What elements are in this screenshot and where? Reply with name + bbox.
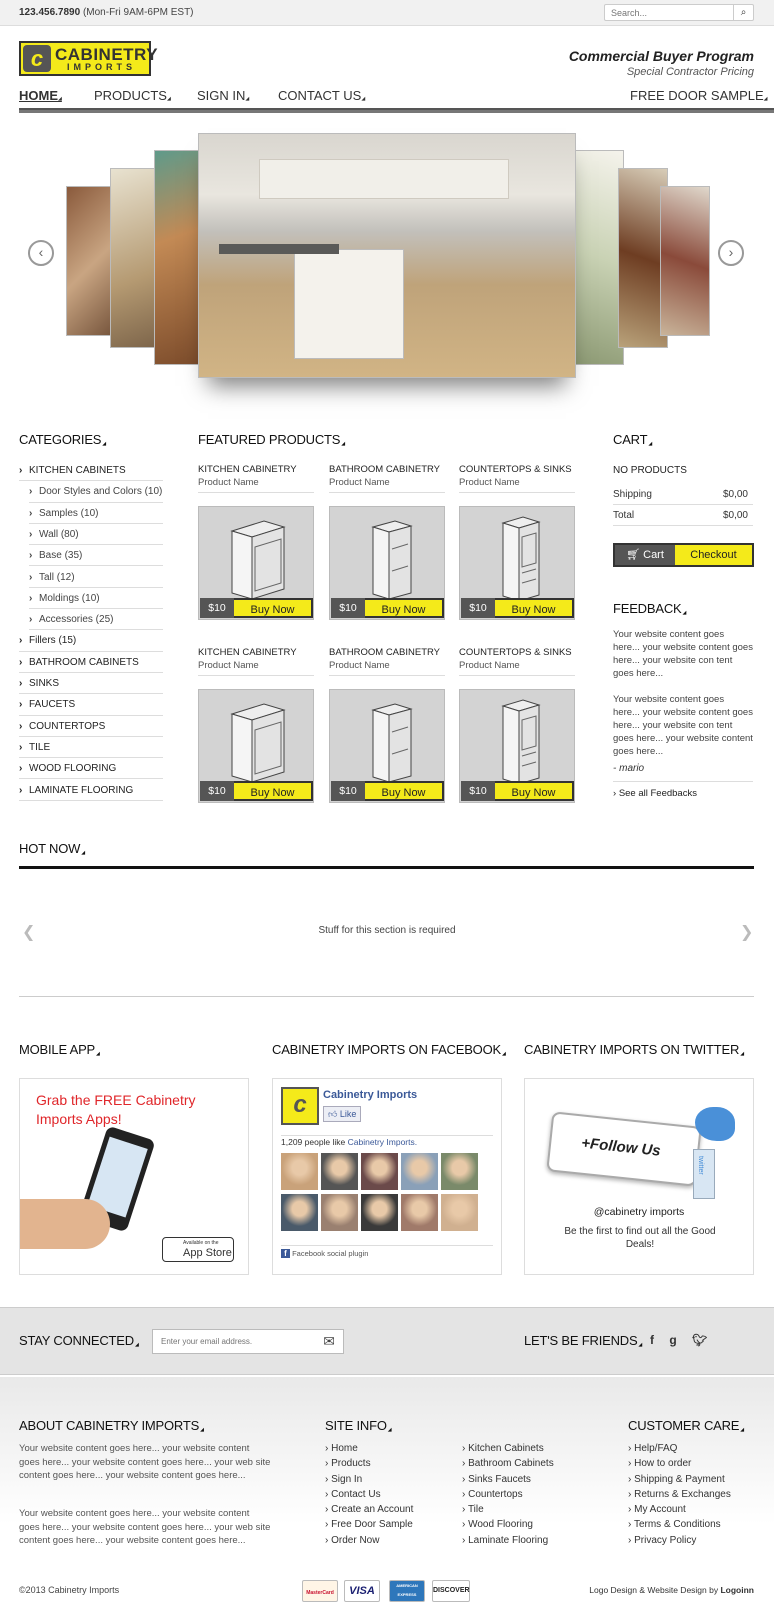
hero-carousel: [0, 118, 774, 408]
feedback-text-2: Your website content goes here... your website content goes here... your website con tent goes here... your website content goes here...: [613, 694, 753, 757]
footer-link[interactable]: › How to order: [628, 1456, 731, 1471]
nav-products[interactable]: PRODUCTS◢: [94, 88, 171, 103]
facebook-fan-avatar[interactable]: [401, 1194, 438, 1231]
phone-number: [19, 7, 194, 18]
amex-icon: [389, 1580, 425, 1602]
chevron-right-icon: ›: [29, 571, 33, 583]
category-item[interactable]: [29, 609, 163, 630]
footer-link[interactable]: › My Account: [628, 1502, 731, 1517]
product-category[interactable]: COUNTERTOPS & SINKS: [459, 647, 572, 658]
category-label: KITCHEN CABINETS: [29, 465, 126, 476]
facebook-icon[interactable]: f: [650, 1333, 654, 1347]
search-input[interactable]: [605, 5, 730, 20]
category-label: Samples (10): [39, 507, 99, 519]
product-name[interactable]: Product Name: [459, 477, 520, 488]
twitter-scroll-label: twitter: [697, 1156, 704, 1175]
buy-now-button[interactable]: Buy Now: [365, 598, 444, 618]
category-label: Moldings (10): [39, 592, 100, 604]
search-box: [604, 4, 754, 21]
facebook-fan-avatar[interactable]: [361, 1194, 398, 1231]
total-value: $0,00: [722, 510, 748, 521]
cart-button-label: Cart: [643, 549, 664, 561]
checkout-button[interactable]: Checkout: [675, 545, 752, 565]
category-item[interactable]: [19, 758, 163, 779]
product-heading: [459, 647, 575, 676]
cart-button[interactable]: [615, 545, 675, 565]
carousel-next-icon[interactable]: ›: [718, 240, 744, 266]
nav-signin-label: SIGN IN: [197, 88, 246, 103]
visa-icon: [344, 1580, 380, 1602]
newsletter-form: [152, 1329, 344, 1354]
mastercard-icon: [302, 1580, 338, 1602]
nav-home[interactable]: HOME◢: [19, 88, 62, 103]
badge-small-text: Available on the: [183, 1240, 219, 1246]
mastercard-label: MasterCard: [306, 1590, 334, 1596]
cart-shipping-row: [613, 485, 753, 505]
chevron-right-icon: ›: [19, 635, 23, 647]
buy-now-button[interactable]: Buy Now: [234, 598, 313, 618]
site-logo[interactable]: [19, 41, 159, 76]
product-category[interactable]: KITCHEN CABINETRY: [198, 647, 297, 658]
footer-link[interactable]: › Kitchen Cabinets: [462, 1441, 554, 1456]
carousel-slide[interactable]: [660, 186, 710, 336]
facebook-like-count: [281, 1137, 417, 1147]
footer-link[interactable]: › Create an Account: [325, 1502, 413, 1517]
hot-now-divider: [19, 866, 754, 869]
about-text-2: Your website content goes here... your website content goes here... your website content goes here... your web site content goes here... your website content goes here...: [19, 1508, 271, 1546]
chevron-right-icon: ›: [19, 784, 23, 796]
product-card[interactable]: [198, 506, 314, 620]
footer-link[interactable]: › Laminate Flooring: [462, 1533, 554, 1548]
category-label: LAMINATE FLOORING: [29, 784, 134, 796]
product-category[interactable]: KITCHEN CABINETRY: [198, 464, 297, 475]
facebook-fan-avatar[interactable]: [401, 1153, 438, 1190]
product-heading: [198, 464, 314, 493]
chevron-right-icon: ›: [19, 465, 23, 476]
cart-buttons: [613, 543, 754, 567]
category-item[interactable]: [19, 630, 163, 651]
facebook-panel: [272, 1078, 502, 1275]
hot-now-prev-icon[interactable]: ❮: [22, 924, 36, 941]
chevron-right-icon: ›: [19, 699, 23, 711]
twitter-title: CABINETRY IMPORTS ON TWITTER ◢: [524, 1042, 744, 1057]
carousel-prev-icon[interactable]: ‹: [28, 240, 54, 266]
product-category[interactable]: BATHROOM CABINETRY: [329, 464, 441, 475]
footer-link[interactable]: › Sign In: [325, 1472, 413, 1487]
buyer-program-subtitle: Special Contractor Pricing: [626, 66, 754, 78]
search-icon[interactable]: ⌕: [733, 5, 753, 20]
about-title: ABOUT CABINETRY IMPORTS ◢: [19, 1418, 204, 1433]
customer-care-list: [628, 1441, 731, 1548]
follow-us-text: +Follow Us: [580, 1134, 662, 1160]
footer-link[interactable]: › Order Now: [325, 1533, 413, 1548]
twitter-scroll-icon: [693, 1149, 715, 1199]
category-label: TILE: [29, 741, 51, 753]
facebook-like-label: Like: [339, 1109, 357, 1119]
facebook-like-button[interactable]: [323, 1106, 361, 1122]
footer-link[interactable]: › Countertops: [462, 1487, 554, 1502]
product-price: $10: [461, 598, 495, 618]
kitchen-upper-cabinets: [259, 159, 509, 199]
product-name[interactable]: Product Name: [198, 660, 259, 671]
category-label: BATHROOM CABINETS: [29, 656, 139, 668]
app-store-badge[interactable]: [162, 1237, 234, 1262]
category-item[interactable]: [29, 545, 163, 566]
category-label: Door Styles and Colors (10): [39, 486, 163, 498]
footer-link[interactable]: › Contact Us: [325, 1487, 413, 1502]
customer-care-title: CUSTOMER CARE ◢: [628, 1418, 744, 1433]
footer-link[interactable]: › Tile: [462, 1502, 554, 1517]
feedback-author: - mario: [613, 763, 645, 774]
twitter-handle[interactable]: @cabinetry imports: [593, 1206, 685, 1218]
product-name[interactable]: Product Name: [198, 477, 259, 488]
category-label: FAUCETS: [29, 699, 76, 711]
buyer-program[interactable]: [569, 48, 754, 78]
amex-label: AMERICAN EXPRESS: [396, 1583, 418, 1597]
product-price: $10: [331, 781, 365, 801]
buy-now-button[interactable]: Buy Now: [234, 781, 313, 801]
nav-divider: [19, 108, 774, 113]
nav-products-label: PRODUCTS: [94, 88, 167, 103]
facebook-plugin-label: [281, 1249, 368, 1258]
see-all-feedbacks-label: See all Feedbacks: [618, 788, 697, 799]
facebook-like-count-text: 1,209 people like: [281, 1137, 346, 1147]
shipping-label: Shipping: [613, 489, 652, 500]
facebook-fan-avatar[interactable]: [441, 1153, 478, 1190]
nav-free-sample[interactable]: FREE DOOR SAMPLE◢: [630, 88, 768, 103]
facebook-page-avatar: c: [281, 1087, 319, 1125]
category-label: Base (35): [39, 550, 83, 562]
section-divider: [19, 996, 754, 997]
visa-label: VISA: [349, 1585, 375, 1597]
category-label: Fillers (15): [29, 635, 77, 647]
chevron-right-icon: ›: [29, 614, 33, 626]
product-name[interactable]: Product Name: [329, 660, 390, 671]
lets-be-friends-title: LET'S BE FRIENDS ◢: [524, 1333, 642, 1348]
chevron-right-icon: ›: [29, 592, 33, 604]
kitchen-island: [294, 249, 404, 359]
chevron-right-icon: ›: [19, 741, 23, 753]
see-all-feedbacks-link[interactable]: › See all Feedbacks: [613, 788, 697, 799]
featured-title: FEATURED PRODUCTS ◢: [198, 432, 345, 447]
design-credit: [589, 1585, 754, 1595]
footer-link[interactable]: › Sinks Faucets: [462, 1472, 554, 1487]
footer-link[interactable]: › Wood Flooring: [462, 1517, 554, 1532]
chevron-right-icon: ›: [29, 486, 33, 498]
buy-now-button[interactable]: Buy Now: [495, 598, 574, 618]
category-item[interactable]: [29, 588, 163, 609]
facebook-count-link[interactable]: Cabinetry Imports.: [347, 1137, 418, 1147]
hot-now-title: HOT NOW ◢: [19, 841, 85, 856]
cart-total-row: [613, 506, 753, 526]
product-category[interactable]: BATHROOM CABINETRY: [329, 647, 441, 658]
nav-contact-label: CONTACT US: [278, 88, 362, 103]
logo-text-main: CABINETRY: [55, 45, 159, 64]
envelope-icon[interactable]: ✉: [323, 1333, 335, 1349]
cart-empty: NO PRODUCTS: [613, 465, 687, 476]
twitter-tagline: Be the first to find out all the Good Deals!: [564, 1226, 716, 1250]
product-price: $10: [461, 781, 495, 801]
google-plus-icon[interactable]: g: [669, 1333, 677, 1347]
hand-image: [20, 1199, 110, 1249]
product-price: $10: [200, 598, 234, 618]
footer-link[interactable]: › Returns & Exchanges: [628, 1487, 731, 1502]
category-item[interactable]: [29, 524, 163, 545]
category-item[interactable]: [19, 780, 163, 801]
chevron-right-icon: ›: [29, 507, 33, 519]
site-info-title: SITE INFO ◢: [325, 1418, 391, 1433]
carousel-active-slide[interactable]: [198, 133, 576, 378]
product-card[interactable]: [459, 506, 575, 620]
product-heading: [459, 464, 575, 493]
nav-signin[interactable]: SIGN IN◢: [197, 88, 250, 103]
cart-icon: 🛒︎: [626, 549, 641, 561]
chevron-right-icon: ›: [19, 720, 23, 732]
facebook-fan-avatar[interactable]: [361, 1153, 398, 1190]
facebook-fan-avatar[interactable]: [321, 1194, 358, 1231]
product-price: $10: [331, 598, 365, 618]
product-card[interactable]: [198, 689, 314, 803]
category-item[interactable]: [29, 567, 163, 588]
site-info-list-2: [462, 1441, 554, 1548]
copyright: ©2013 Cabinetry Imports: [19, 1585, 120, 1595]
category-item[interactable]: [19, 694, 163, 715]
category-item[interactable]: [19, 673, 163, 694]
design-credit-brand[interactable]: Logoinn: [720, 1585, 754, 1595]
facebook-title: CABINETRY IMPORTS ON FACEBOOK ◢: [272, 1042, 506, 1057]
categories-title: CATEGORIES ◢: [19, 432, 106, 447]
product-heading: [329, 647, 445, 676]
badge-big-text: App Store: [183, 1247, 232, 1259]
facebook-page-name[interactable]: Cabinetry Imports: [323, 1089, 418, 1101]
logo-text-sub: IMPORTS: [67, 62, 137, 72]
mobile-app-headline: Grab the FREE Cabinetry Imports Apps!: [36, 1092, 196, 1127]
product-name[interactable]: Product Name: [459, 660, 520, 671]
category-label: SINKS: [29, 678, 60, 689]
thumbs-up-icon: 👍︎: [328, 1109, 338, 1119]
discover-icon: [432, 1580, 470, 1602]
product-card[interactable]: [329, 689, 445, 803]
product-heading: [198, 647, 314, 676]
twitter-panel: [524, 1078, 754, 1275]
about-text-1: Your website content goes here... your website content goes here... your website content goes here... your web site content goes here... your website content goes here...: [19, 1443, 271, 1481]
twitter-icon[interactable]: 🐦︎: [692, 1333, 708, 1347]
facebook-fan-avatar[interactable]: [281, 1153, 318, 1190]
feedback-title: FEEDBACK ◢: [613, 601, 686, 616]
hot-now-message: Stuff for this section is required: [318, 925, 456, 936]
category-label: Wall (80): [39, 528, 79, 540]
product-card[interactable]: [329, 506, 445, 620]
kitchen-countertop: [219, 244, 339, 254]
footer-link[interactable]: › Shipping & Payment: [628, 1472, 731, 1487]
total-label: Total: [613, 510, 635, 521]
category-label: Accessories (25): [39, 614, 114, 626]
facebook-fan-avatar[interactable]: [281, 1194, 318, 1231]
facebook-fan-avatar[interactable]: [321, 1153, 358, 1190]
feedback-text-1: Your website content goes here... your website content goes here... your website con tent goes here...: [613, 629, 753, 679]
chevron-right-icon: ›: [19, 763, 23, 775]
discover-label: DISCOVER: [433, 1587, 470, 1594]
buy-now-button[interactable]: Buy Now: [495, 781, 574, 801]
product-heading: [329, 464, 445, 493]
twitter-bird-icon: [695, 1107, 735, 1141]
chevron-right-icon: ›: [29, 550, 33, 562]
category-item[interactable]: [29, 503, 163, 524]
category-label: Tall (12): [39, 571, 75, 583]
carousel-slide[interactable]: [574, 150, 624, 365]
facebook-plugin-text: Facebook social plugin: [292, 1249, 369, 1258]
category-item[interactable]: [19, 460, 163, 481]
cart-title: CART ◢: [613, 432, 652, 447]
business-hours: (Mon-Fri 9AM-6PM EST): [82, 7, 194, 18]
footer-link[interactable]: › Bathroom Cabinets: [462, 1456, 554, 1471]
buyer-program-title: Commercial Buyer Program: [568, 48, 754, 64]
facebook-fan-avatar[interactable]: [441, 1194, 478, 1231]
category-item[interactable]: [29, 481, 163, 502]
buy-now-button[interactable]: Buy Now: [365, 781, 444, 801]
category-label: WOOD FLOORING: [29, 763, 117, 775]
shipping-value: $0,00: [722, 489, 748, 500]
footer-link[interactable]: › Products: [325, 1456, 413, 1471]
product-price: $10: [200, 781, 234, 801]
footer-link[interactable]: › Terms & Conditions: [628, 1517, 731, 1532]
design-credit-text: Logo Design & Website Design by: [589, 1585, 719, 1595]
footer-link[interactable]: › Home: [325, 1441, 413, 1456]
product-name[interactable]: Product Name: [329, 477, 390, 488]
footer-link[interactable]: › Privacy Policy: [628, 1533, 731, 1548]
category-label: COUNTERTOPS: [29, 720, 106, 732]
follow-us-banner[interactable]: [546, 1111, 701, 1186]
stay-connected-title: STAY CONNECTED ◢: [19, 1333, 139, 1348]
category-item[interactable]: [19, 716, 163, 737]
site-info-list-1: [325, 1441, 413, 1548]
mobile-app-panel[interactable]: [19, 1078, 249, 1275]
mobile-app-title: MOBILE APP ◢: [19, 1042, 100, 1057]
category-item[interactable]: [19, 652, 163, 673]
footer-link[interactable]: › Free Door Sample: [325, 1517, 413, 1532]
nav-free-sample-label: FREE DOOR SAMPLE: [630, 88, 764, 103]
product-card[interactable]: [459, 689, 575, 803]
footer-link[interactable]: › Help/FAQ: [628, 1441, 731, 1456]
chevron-right-icon: ›: [19, 678, 23, 689]
product-category[interactable]: COUNTERTOPS & SINKS: [459, 464, 572, 475]
nav-home-label: HOME: [19, 88, 58, 103]
nav-contact[interactable]: CONTACT US◢: [278, 88, 366, 103]
facebook-icon: f: [281, 1249, 290, 1258]
chevron-right-icon: ›: [19, 656, 23, 668]
logo-mark: c: [23, 45, 51, 72]
phone-value: 123.456.7890: [19, 7, 81, 18]
chevron-right-icon: ›: [29, 528, 33, 540]
hot-now-next-icon[interactable]: ❯: [740, 924, 754, 941]
social-icons: [650, 1333, 707, 1347]
category-item[interactable]: [19, 737, 163, 758]
newsletter-email-input[interactable]: [153, 1330, 313, 1353]
